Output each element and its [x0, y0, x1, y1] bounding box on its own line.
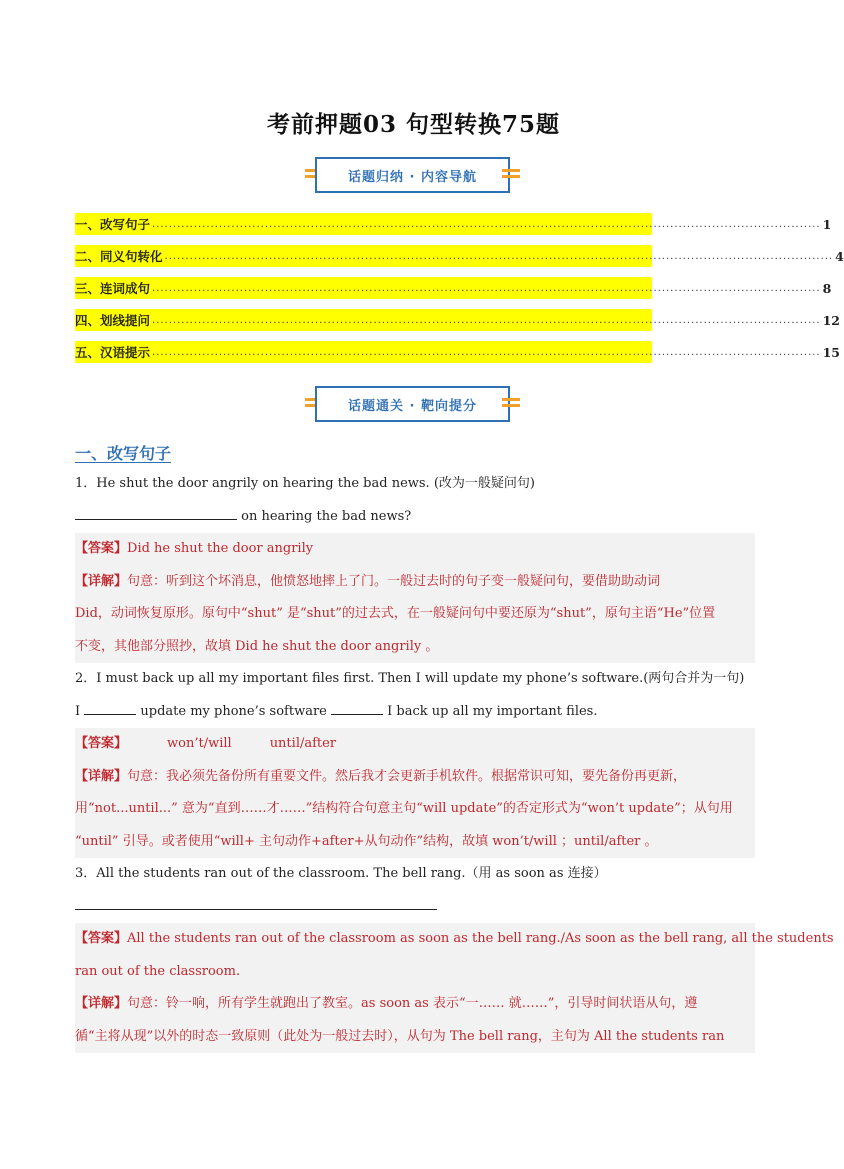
answer-text-2: until/after: [269, 736, 337, 751]
answer-tag: 【答案】: [75, 736, 128, 751]
detail-line: “until” 引导。或者使用“will+ 主句动作+after+从句动作”结构，故填 won’t/will ；until/after 。: [75, 833, 658, 849]
banner-content-nav: [305, 157, 520, 193]
detail-line: 不变，其他部分照抄，故填 Did he shut the door angrily 。: [75, 638, 439, 654]
blank-tail: on hearing the bad news?: [237, 508, 412, 524]
detail-text: 句意：铃一响，所有学生就跑出了教室。as soon as 表示“一…… 就……”，引导时间状语从句，遵: [127, 996, 698, 1011]
detail-line: [75, 988, 755, 1021]
banner-label: 话题归纳 · 内容导航: [315, 157, 510, 193]
toc-leader: ................................................................................................................................................................: [152, 314, 821, 326]
section-heading: 一、改写句子: [75, 444, 172, 463]
question-1-blank-line: [75, 501, 755, 534]
answer-line: [75, 533, 755, 566]
answer-line: [75, 923, 834, 956]
detail-text: 句意：听到这个坏消息，他愤怒地摔上了门。一般过去时的句子变一般疑问句，要借助助动词: [127, 573, 661, 589]
detail-tag: 【详解】: [75, 996, 128, 1011]
toc-page: 12: [822, 312, 841, 328]
answer-line: ran out of the classroom.: [75, 963, 241, 979]
answer-tag: 【答案】: [75, 931, 128, 946]
toc-label: 三、连词成句: [75, 281, 151, 296]
page-title: 考前押题03 句型转换75题: [266, 111, 561, 138]
answer-block-3: [75, 923, 834, 1053]
toc-label: 五、汉语提示: [75, 345, 151, 360]
detail-line: [75, 761, 755, 794]
table-of-contents: [75, 213, 844, 373]
answer-text: Did he shut the door angrily: [127, 541, 314, 556]
orange-bars-icon: [502, 395, 520, 413]
answer-blank[interactable]: [331, 700, 383, 715]
orange-bars-icon: [502, 166, 520, 184]
answer-line: [75, 728, 755, 761]
toc-label: 四、划线提问: [75, 313, 151, 328]
toc-label: 一、改写句子: [75, 217, 151, 232]
answer-blank[interactable]: [75, 505, 237, 520]
toc-label: 二、同义句转化: [75, 249, 163, 264]
toc-page: 15: [822, 344, 841, 360]
toc-item[interactable]: [75, 341, 841, 363]
part-c: I back up all my important files.: [383, 703, 598, 719]
detail-line: [75, 566, 755, 599]
question-1: 1．He shut the door angrily on hearing the bad news. (改为一般疑问句): [75, 476, 535, 491]
answer-text: All the students ran out of the classroom as soon as the bell rang./As soon as the bell rang, all the students: [127, 931, 834, 946]
answer-blank[interactable]: [84, 700, 136, 715]
toc-item[interactable]: [75, 213, 832, 235]
detail-line: 循“主将从现”以外的时态一致原则（此处为一般过去时），从句为 The bell rang，主句为 All the students ran: [75, 1028, 725, 1044]
toc-item[interactable]: [75, 309, 841, 331]
answer-tag: 【答案】: [75, 541, 128, 556]
banner-label: 话题通关 · 靶向提分: [315, 386, 510, 422]
toc-leader: ................................................................................................................................................................: [164, 250, 834, 262]
toc-leader: ................................................................................................................................................................: [152, 282, 821, 294]
detail-tag: 【详解】: [75, 768, 128, 784]
toc-item[interactable]: [75, 245, 844, 267]
detail-line: Did，动词恢复原形。原句中“shut” 是“shut”的过去式，在一般疑问句中要还原为“shut”，原句主语“He”位置: [75, 606, 716, 621]
toc-page: 4: [835, 248, 844, 264]
toc-page: 1: [822, 216, 832, 232]
detail-line: 用“not...until...” 意为“直到……才……”结构符合句意主句“will update”的否定形式为“won’t update”；从句用: [75, 801, 733, 816]
detail-text: 句意：我必须先备份所有重要文件。然后我才会更新手机软件。根据常识可知，要先备份再更新，: [127, 768, 687, 784]
question-3-blank-line: [75, 891, 755, 924]
question-3: 3．All the students ran out of the classroom. The bell rang.（用 as soon as 连接）: [75, 866, 607, 881]
toc-page: 8: [822, 280, 832, 296]
part-b: update my phone’s software: [136, 703, 332, 719]
question-2-blank-line: [75, 696, 755, 729]
banner-practice: [305, 386, 520, 422]
part-a: I: [75, 703, 85, 719]
question-2: 2．I must back up all my important files first. Then I will update my phone’s software.(两句合并为一句): [75, 671, 745, 686]
answer-text-1: won’t/will: [167, 736, 232, 751]
answer-block-1: [75, 533, 755, 663]
toc-item[interactable]: [75, 277, 832, 299]
exercise-body: [75, 468, 834, 1053]
detail-tag: 【详解】: [75, 573, 128, 589]
toc-leader: ................................................................................................................................................................: [152, 218, 821, 230]
toc-leader: ................................................................................................................................................................: [152, 346, 821, 358]
answer-blank[interactable]: [75, 895, 437, 910]
answer-block-2: [75, 728, 755, 858]
